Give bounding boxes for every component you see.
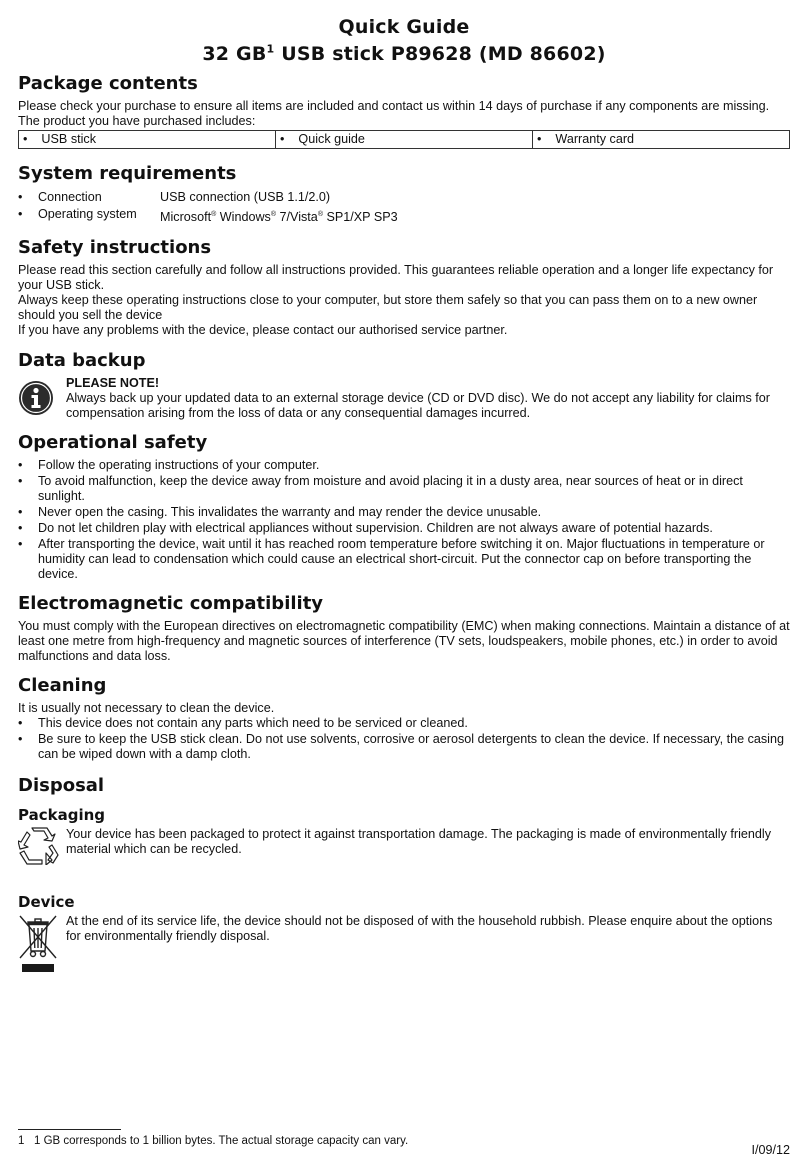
cleaning-list <box>18 716 790 762</box>
section-operational-safety <box>18 432 790 582</box>
safety-paragraph: Please read this section carefully and follow all instructions provided. This guarantees reliable operation and a longer life expectancy for your USB stick. <box>18 263 774 293</box>
section-system-requirements <box>18 163 790 226</box>
list-item: • After transporting the device, wait until it has reached room temperature before switching it on. Major fluctuations in temperature or humidity can lead to condensation which could cause an electrical short-circuit. Put the connector cap on before transporting the device. <box>18 537 765 582</box>
operational-safety-list <box>18 458 790 582</box>
title-line-2: 32 $GB^1$ USB stick P89628 (MD 86602) <box>202 42 606 65</box>
heading-operational-safety: Operational safety <box>18 432 208 454</box>
section-package-contents <box>18 73 790 149</box>
list-item: • Be sure to keep the USB stick clean. Do not use solvents, corrosive or aerosol detergents to clean the device. If necessary, the casing can be wiped down with a damp cloth. <box>18 732 784 762</box>
info-icon <box>18 376 66 421</box>
table-cell: • Quick guide <box>276 131 533 149</box>
heading-safety: Safety instructions <box>18 237 212 259</box>
title-line-1: Quick Guide <box>338 16 470 38</box>
section-safety <box>18 237 790 338</box>
table-cell: • Warranty card <box>533 131 790 149</box>
packaging-text: Your device has been packaged to protect it against transportation damage. The packaging is made of environmentally friendly material which can be recycled. <box>66 827 771 857</box>
device-text: At the end of its service life, the device should not be disposed of with the household rubbish. Please enquire about the options for environmentally friendly disposal. <box>66 914 773 944</box>
footnote-ref: 1 <box>266 42 275 56</box>
package-contents-table <box>18 130 790 149</box>
document-number: I/09/12 <box>751 1143 790 1157</box>
document-page <box>18 14 790 979</box>
emc-text: You must comply with the European directives on electromagnetic compatibility (EMC) when making connections. Maintain a distance of at least one metre from high-frequency and magnetic sources of interference (TV sets, loudspeakers, mobile phones, etc.) in order to avoid malfunctions and data loss. <box>18 619 790 664</box>
section-disposal <box>18 775 790 979</box>
recycle-icon <box>18 827 66 870</box>
table-cell: • USB stick <box>19 131 276 149</box>
heading-system-requirements: System requirements <box>18 163 237 184</box>
heading-package-contents: Package contents <box>18 73 198 94</box>
heading-disposal: Disposal <box>18 775 105 797</box>
section-data-backup <box>18 350 790 421</box>
heading-cleaning: Cleaning <box>18 675 107 697</box>
table-row <box>19 131 790 149</box>
list-item: • Do not let children play with electrical appliances without supervision. Children are not always aware of potential hazards. <box>18 521 713 536</box>
footnote-rule <box>18 1129 121 1130</box>
sysreq-connection: • Connection USB connection (USB 1.1/2.0) <box>18 190 331 204</box>
section-emc <box>18 593 790 664</box>
footnote <box>18 1129 790 1148</box>
list-item: • To avoid malfunction, keep the device away from moisture and avoid placing it in a dusty area, near sources of heat or in direct sunlight. <box>18 474 743 504</box>
list-item: • This device does not contain any parts which need to be serviced or cleaned. <box>18 716 468 731</box>
section-cleaning <box>18 675 790 762</box>
footnote-number: 1 <box>18 1135 25 1147</box>
safety-paragraph: If you have any problems with the device, please contact our authorised service partner. <box>18 323 508 338</box>
heading-device: Device <box>18 893 75 912</box>
sysreq-operating-system: • Operating system Microsoft® Windows® 7/Vista® SP1/XP SP3 <box>18 207 398 225</box>
package-contents-intro: Please check your purchase to ensure all items are included and contact us within 14 days of purchase if any components are missing. The product you have purchased includes: <box>18 99 770 128</box>
list-item: • Never open the casing. This invalidates the warranty and may render the device unusable. <box>18 505 542 520</box>
title-block <box>18 14 790 68</box>
heading-data-backup: Data backup <box>18 350 146 372</box>
device-block <box>18 914 790 979</box>
heading-emc: Electromagnetic compatibility <box>18 593 324 615</box>
note-heading: PLEASE NOTE! <box>66 376 160 391</box>
cleaning-intro: It is usually not necessary to clean the device. <box>18 701 275 716</box>
footnote-text: 1 1 GB corresponds to 1 billion bytes. The actual storage capacity can vary. <box>18 1135 409 1147</box>
note-text: Always back up your updated data to an external storage device (CD or DVD disc). We do not accept any liability for claims for compensation arising from the loss of data or any consequential damages incurred. <box>66 391 770 421</box>
safety-paragraph: Always keep these operating instructions close to your computer, but store them safely so that you can pass them on to a new owner should you sell the device <box>18 293 758 323</box>
note-block <box>18 376 790 421</box>
heading-packaging: Packaging <box>18 806 105 825</box>
weee-bin-icon <box>18 914 66 979</box>
list-item: • Follow the operating instructions of your computer. <box>18 458 320 473</box>
packaging-block <box>18 827 790 870</box>
